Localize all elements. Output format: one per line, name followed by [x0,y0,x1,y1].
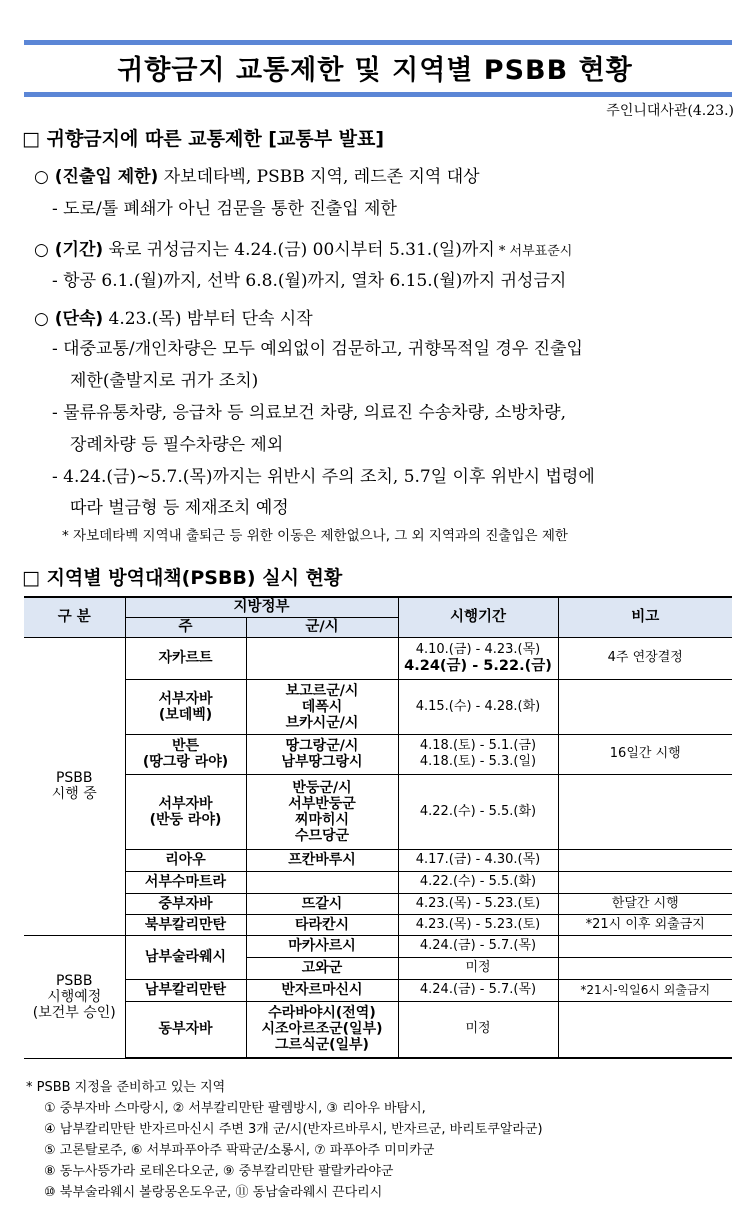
province-cell: 중부자바 [125,893,246,914]
period-cell: 4.18.(토) - 5.1.(금) 4.18.(토) - 5.3.(일) [398,734,558,774]
item3-sub1b: 제한(출발지로 귀가 조치) [70,371,259,391]
footnote-line: ④ 남부칼리만탄 반자르마신시 주변 3개 군/시(반자르바루시, 반자르군, 바리토쿠알라군) [44,1122,543,1137]
footnote-line: ⑧ 동누사뜽가라 로테온다오군, ⑨ 중부칼리만탄 팔랄카라야군 [44,1164,394,1179]
province-cell: 북부칼리만탄 [125,914,246,935]
section2-heading: □ 지역별 방역대책(PSBB) 실시 현황 [22,567,343,589]
period-cell: 미정 [398,1001,558,1058]
remark-cell [558,935,732,957]
city-cell: 마카사르시 [246,935,398,957]
city-cell: 보고르군/시 데폭시 브카시군/시 [246,679,398,734]
item3-sub2a: - 물류유통차량, 응급차 등 의료보건 차량, 의료진 수송차량, 소방차량, [52,403,566,423]
status-active: PSBB 시행 중 [24,637,125,935]
footnote-line: ⑤ 고론탈로주, ⑥ 서부파푸아주 팍팍군/소롱시, ⑦ 파푸아주 미미카군 [44,1143,435,1158]
period-cell: 4.22.(수) - 5.5.(화) [398,871,558,893]
psbb-table [24,596,732,1059]
header-remark: 비고 [558,597,732,637]
table-row [24,849,732,871]
item3-sub2b: 장례차량 등 필수차량은 제외 [70,435,284,455]
period-cell: 4.24.(금) - 5.7.(목) [398,935,558,957]
province-cell: 서부수마트라 [125,871,246,893]
city-cell: 반둥군/시 서부반둥군 찌마히시 수므당군 [246,774,398,849]
table-row [24,774,732,849]
remark-cell: *21시 이후 외출금지 [558,914,732,935]
remark-cell [558,774,732,849]
period-cell: 4.23.(목) - 5.23.(토) [398,914,558,935]
header-division: 구 분 [24,597,125,637]
page-title: 귀향금지 교통제한 및 지역별 PSBB 현황 [117,55,633,86]
section1-heading: □ 귀향금지에 따른 교통제한 [교통부 발표] [22,128,385,150]
table-row [24,734,732,774]
table-row [24,637,732,679]
remark-cell: *21시-익일6시 외출금지 [558,979,732,1001]
item2-text: 육로 귀성금지는 4.24.(금) 00시부터 5.31.(일)까지 [103,240,495,260]
item2-label: ○ (기간) [34,240,104,260]
item1-line [34,162,480,187]
item1-text: 자보데타벡, PSBB 지역, 레드존 지역 대상 [158,167,480,187]
item3-sub3b: 따라 벌금형 등 제재조치 예정 [70,498,289,518]
period-line-extended: 4.24(금) - 5.22.(금) [404,658,552,674]
period-cell [398,637,558,679]
table-row [24,893,732,914]
item1-label: ○ (진출입 제한) [34,167,159,187]
table-row [24,1001,732,1058]
remark-cell [558,1001,732,1058]
city-cell: 프칸바루시 [246,849,398,871]
city-cell: 반자르마신시 [246,979,398,1001]
header-local-gov: 지방정부 [125,597,398,617]
item2-sub: - 항공 6.1.(월)까지, 선박 6.8.(월)까지, 열차 6.15.(월)까지 귀성금지 [52,271,567,291]
table-row [24,914,732,935]
top-accent-bar [24,40,732,45]
period-line: 4.10.(금) - 4.23.(목) [415,642,541,657]
province-cell: 서부자바 (반둥 라야) [125,774,246,849]
province-cell: 남부칼리만탄 [125,979,246,1001]
remark-cell [558,957,732,979]
remark-cell: 4주 연장결정 [558,637,732,679]
item2-line [34,235,572,260]
header-province: 주 [125,617,246,637]
item3-label: ○ (단속) [34,309,104,329]
table-row [24,979,732,1001]
table-row [24,679,732,734]
period-cell: 4.23.(목) - 5.23.(토) [398,893,558,914]
province-cell: 리아우 [125,849,246,871]
table-row [24,935,732,957]
province-cell: 남부술라웨시 [125,935,246,979]
remark-cell [558,871,732,893]
province-cell: 동부자바 [125,1001,246,1058]
period-cell: 미정 [398,957,558,979]
remark-cell [558,849,732,871]
period-cell: 4.22.(수) - 5.5.(화) [398,774,558,849]
period-cell: 4.24.(금) - 5.7.(목) [398,979,558,1001]
remark-cell [558,679,732,734]
remark-cell: 한달간 시행 [558,893,732,914]
status-planned: PSBB 시행예정 (보건부 승인) [24,935,125,1058]
province-cell: 자카르트 [125,637,246,679]
remark-cell: 16일간 시행 [558,734,732,774]
footnote-line: ① 중부자바 스마랑시, ② 서부칼리만탄 팔렘방시, ③ 리아우 바탐시, [44,1101,426,1116]
title-underline-bar [24,92,732,97]
city-cell: 타라칸시 [246,914,398,935]
table-row [24,871,732,893]
header-city: 군/시 [246,617,398,637]
city-cell: 수라바야시(전역) 시조아르조군(일부) 그르식군(일부) [246,1001,398,1058]
footnote-title: * PSBB 지정을 준비하고 있는 지역 [26,1080,226,1095]
item3-sub1a: - 대중교통/개인차량은 모두 예외없이 검문하고, 귀향목적일 경우 진출입 [52,339,583,359]
city-cell: 땅그랑군/시 남부땅그랑시 [246,734,398,774]
city-cell: 고와군 [246,957,398,979]
period-cell: 4.15.(수) - 4.28.(화) [398,679,558,734]
footnote-line: ⑩ 북부술라웨시 볼랑몽온도우군, ⑪ 동남술라웨시 끈다리시 [44,1185,383,1200]
city-cell [246,637,398,679]
header-period: 시행기간 [398,597,558,637]
period-cell: 4.17.(금) - 4.30.(목) [398,849,558,871]
item1-sub: - 도로/톨 폐쇄가 아닌 검문을 통한 진출입 제한 [52,199,397,219]
item2-note: * 서부표준시 [494,244,573,259]
province-cell: 반튼 (땅그랑 라야) [125,734,246,774]
item3-line [34,304,313,329]
city-cell [246,871,398,893]
province-cell: 서부자바 (보데벡) [125,679,246,734]
source-label: 주인니대사관(4.23.) [606,103,734,119]
item3-sub3a: - 4.24.(금)~5.7.(목)까지는 위반시 주의 조치, 5.7일 이후 위반시 법령에 [52,467,595,487]
item3-text: 4.23.(목) 밤부터 단속 시작 [103,309,313,329]
city-cell: 뜨갈시 [246,893,398,914]
item3-note: * 자보데타벡 지역내 출퇴근 등 위한 이동은 제한없으나, 그 외 지역과의 진출입은 제한 [62,528,568,544]
